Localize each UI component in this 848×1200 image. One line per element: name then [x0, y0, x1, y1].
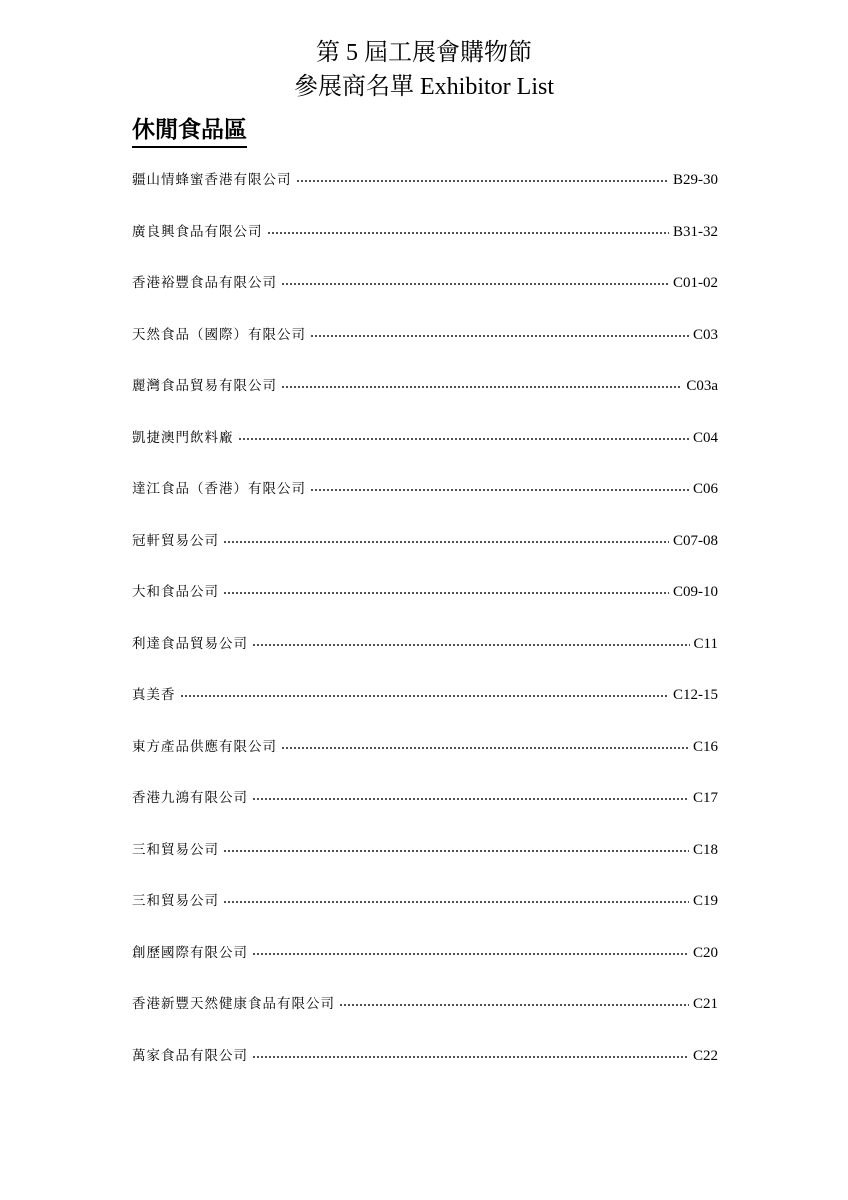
exhibitor-row — [132, 529, 718, 581]
dot-leader — [238, 428, 689, 442]
dot-leader — [281, 737, 689, 751]
exhibitor-name: 天然食品（國際）有限公司 — [132, 326, 306, 343]
exhibitor-name: 創歷國際有限公司 — [132, 944, 248, 961]
dot-leader — [252, 634, 690, 648]
booth-number: C22 — [692, 1047, 718, 1064]
exhibitor-name: 利達食品貿易公司 — [132, 635, 248, 652]
booth-number: C17 — [692, 790, 718, 806]
booth-number: C11 — [693, 635, 718, 652]
exhibitor-row — [132, 168, 718, 220]
booth-number: C12-15 — [673, 687, 718, 703]
exhibitor-name: 廣良興食品有限公司 — [132, 223, 263, 240]
exhibitor-name: 疆山情蜂蜜香港有限公司 — [132, 172, 292, 188]
booth-number: C06 — [692, 481, 718, 497]
exhibitor-row — [132, 632, 718, 684]
exhibitor-name: 達江食品（香港）有限公司 — [132, 481, 306, 497]
exhibitor-row — [132, 426, 718, 478]
booth-number: C03 — [692, 326, 718, 343]
exhibitor-name: 凱捷澳門飲料廠 — [132, 429, 234, 446]
exhibitor-name: 香港九鴻有限公司 — [132, 790, 248, 806]
exhibitor-row — [132, 374, 718, 426]
exhibitor-row — [132, 941, 718, 993]
dot-leader — [310, 325, 689, 339]
booth-number: C18 — [692, 841, 718, 858]
dot-leader — [267, 222, 670, 236]
booth-number: C21 — [692, 996, 718, 1012]
exhibitor-row — [132, 323, 718, 375]
booth-number: C16 — [692, 738, 718, 755]
exhibitor-row — [132, 889, 718, 941]
exhibitor-row — [132, 220, 718, 272]
exhibitor-name: 萬家食品有限公司 — [132, 1047, 248, 1064]
dot-leader — [281, 376, 682, 390]
exhibitor-row — [132, 683, 718, 735]
exhibitor-name: 麗灣食品貿易有限公司 — [132, 378, 277, 394]
dot-leader — [180, 685, 670, 699]
exhibitor-name: 冠軒貿易公司 — [132, 532, 219, 549]
booth-number: C04 — [692, 429, 718, 446]
dot-leader — [223, 840, 689, 854]
exhibitor-row — [132, 477, 718, 529]
dot-leader — [223, 582, 669, 596]
exhibitor-name: 香港新豐天然健康食品有限公司 — [132, 996, 335, 1012]
exhibitor-name: 大和食品公司 — [132, 584, 219, 600]
booth-number: C19 — [692, 893, 718, 909]
dot-leader — [281, 273, 669, 287]
exhibitor-name: 真美香 — [132, 687, 176, 703]
dot-leader — [252, 1046, 689, 1060]
booth-number: C01-02 — [673, 275, 718, 291]
exhibitor-row — [132, 838, 718, 890]
dot-leader — [223, 891, 689, 905]
exhibitor-row — [132, 580, 718, 632]
booth-number: C03a — [686, 378, 718, 394]
dot-leader — [252, 788, 689, 802]
section-heading: 休閒食品區 — [132, 114, 247, 148]
exhibitor-name: 三和貿易公司 — [132, 841, 219, 858]
exhibitor-name: 香港裕豐食品有限公司 — [132, 275, 277, 291]
booth-number: B29-30 — [673, 172, 718, 188]
booth-number: B31-32 — [673, 223, 718, 240]
exhibitor-row — [132, 271, 718, 323]
document-title: 第 5 屆工展會購物節 — [316, 40, 532, 66]
dot-leader — [296, 170, 670, 184]
dot-leader — [339, 994, 689, 1008]
exhibitor-row — [132, 735, 718, 787]
booth-number: C20 — [692, 944, 718, 961]
exhibitor-row — [132, 992, 718, 1044]
booth-number: C09-10 — [673, 584, 718, 600]
dot-leader — [252, 943, 689, 957]
exhibitor-name: 東方產品供應有限公司 — [132, 738, 277, 755]
exhibitor-list — [132, 168, 718, 1095]
booth-number: C07-08 — [673, 532, 718, 549]
document-subtitle: 參展商名單 Exhibitor List — [294, 74, 554, 100]
exhibitor-name: 三和貿易公司 — [132, 893, 219, 909]
exhibitor-row — [132, 1044, 718, 1096]
exhibitor-row — [132, 786, 718, 838]
dot-leader — [223, 531, 669, 545]
dot-leader — [310, 479, 689, 493]
